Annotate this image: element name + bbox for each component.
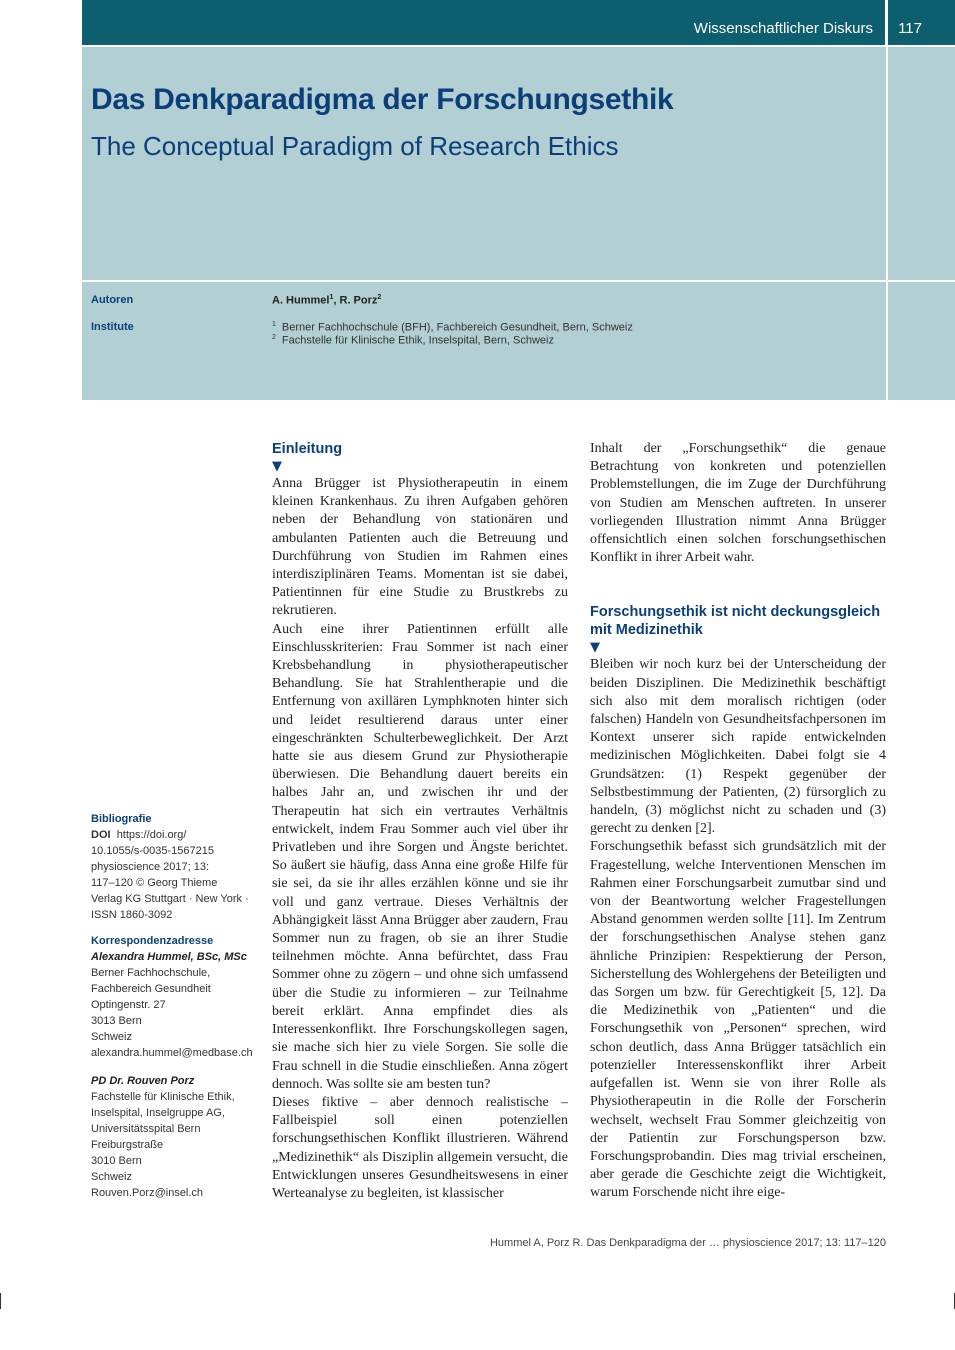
contact-name: Alexandra Hummel, BSc, MSc — [91, 951, 247, 963]
journal-section: Wissenschaftlicher Diskurs — [693, 20, 873, 37]
banner-divider — [885, 0, 888, 45]
section-heading: Einleitung — [272, 441, 343, 457]
address-line: 3013 Bern — [91, 1015, 142, 1027]
institute-item — [272, 334, 554, 347]
address-line: Schweiz — [91, 1171, 132, 1183]
author-panel-right — [888, 282, 955, 400]
section-heading: Forschungsethik ist nicht deckungsgleich mit Medizinethik — [590, 604, 881, 639]
affiliation-mark: 1 — [329, 294, 334, 301]
author-name: R. Porz — [339, 294, 378, 307]
paragraph: Dieses fiktive – aber dennoch realistische – Fallbeispiel soll einen potenziellen forschungsethischen Konflikt illustrieren. Während „Medizinethik“ als Disziplin allgemein versucht, die Entwicklungen unseres Gesundheitswesens in einer Werteanalyse zu begleiten, ist klassischer — [272, 1094, 568, 1201]
institutes-label: Institute — [91, 321, 134, 333]
paragraph: Inhalt der „Forschungsethik“ die genaue Betrachtung von konkreten und potenziellen Problemstellungen, die im Zuge der Durchführung von Studien am Menschen auftreten. In unserer vorliegenden Illustration nimmt Anna Brügger offensichtlich einen solchen forschungsethischen Konflikt in ihrer Arbeit wahr. — [590, 441, 886, 566]
page-number: 117 — [898, 20, 922, 37]
title-panel-right — [888, 47, 955, 280]
contact-name: PD Dr. Rouven Porz — [91, 1075, 195, 1087]
author-separator: , — [333, 294, 340, 307]
email-link[interactable]: Rouven.Porz@insel.ch — [91, 1187, 204, 1199]
institute-name: Fachstelle für Klinische Ethik, Inselspital, Bern, Schweiz — [281, 334, 554, 347]
address-line: Schweiz — [91, 1031, 132, 1043]
article-title: Das Denkparadigma der Forschungsethik — [91, 83, 674, 116]
correspondence-box — [91, 933, 261, 1201]
bibliography-box — [91, 811, 261, 923]
paragraph: Forschungsethik befasst sich grundsätzlich mit der Fragestellung, welche Interventionen Menschen im Rahmen einer Forschungsarbeit zumutbar sind und von der Beantwortung welcher Fragestellungen Abstand genommen werden sollte [11]. Im Zentrum der forschungsethischen Analyse stehen ganz ähnliche Prinzipien: Respektierung der Person, Sicherstellung des Wohlergehens der Beteiligten und das Sorgen um bzw. für Gerechtigkeit [5, 12]. Da die Medizinethik von „Patienten“ und die Forschungsethik von „Personen“ sprechen, wird schon deutlich, dass Anna Brügger tatsächlich ein potenzieller Interessenskonflikt ihrer Arbeit aufgefallen ist. Wenn sie von ihrer Rolle als Physiotherapeutin in die Rolle der Forscherin wechselt, wechselt Frau Sommer gleichzeitig von der Patientin zur Forschungsperson bzw. Forschungsprobandin. Dies mag trivial erscheinen, aber gerade die Geschichte zeigt die Wichtigkeit, warum Forschende nicht ihre eige- — [590, 839, 886, 1201]
email-link[interactable]: alexandra.hummel@medbase.ch — [91, 1047, 253, 1059]
address-line: Inselspital, Inselgruppe AG, — [91, 1107, 225, 1119]
paragraph: Auch eine ihrer Patientinnen erfüllt alle Einschlusskriterien: Frau Sommer ist nach einer Krebsbehandlung in physiotherapeutischer Behandlung. Sie hat Strahlentherapie und die Entfernung von axillären Lymphknoten hinter sich und leidet resultierend daraus unter einer eingeschränkten Schulterbeweglichkeit. Der Arzt hatte sie aus diesem Grund zur Physiotherapie überwiesen. Die Behandlung dauert bereits ein halbes Jahr an, und zwischen ihr und der Therapeutin hat sich ein vertrautes Verhältnis entwickelt, indem Frau Sommer auch viel über ihr Privatleben und ihre Sorgen und Ängste berichtet. So äußert sie häufig, dass Anna eine große Hilfe für sie sei, da sie ihr alles erzählen könne und sie ihr voll und ganz vertraue. Dieses Verhältnis der Abhängigkeit lässt Anna Brügger aber zaudern, Frau Sommer nun zu fragen, ob sie an ihrer Studie teilnehmen möchte. Anna befürchtet, dass Frau Sommer ohne zu zögern – und ohne sich umfassend über die Studie zu informieren – zur Teilnahme bereit erklärt. Anna empfindet dies als Interessenkonflikt. Ihre Forschungskollegen sagen, sie mache sich hier zu viele Sorgen. Sie solle die Frau schnell in die Studie einschließen. Anna zögert dennoch. Was sollte sie am besten tun? — [272, 621, 568, 1092]
address-line: Optingenstr. 27 — [91, 999, 166, 1011]
citation-line: ISSN 1860-3092 — [91, 909, 173, 921]
citation-line: Verlag KG Stuttgart · New York · — [91, 893, 249, 905]
title-panel — [82, 47, 886, 280]
address-line: Fachstelle für Klinische Ethik, — [91, 1091, 235, 1103]
address-line: Fachbereich Gesundheit — [91, 983, 211, 995]
affiliation-mark: 2 — [272, 334, 276, 341]
author-name: A. Hummel — [272, 294, 330, 307]
citation-line: physioscience 2017; 13: — [91, 861, 210, 873]
article-subtitle: The Conceptual Paradigm of Research Ethics — [91, 131, 619, 161]
affiliation-mark: 2 — [377, 294, 382, 301]
paragraph: Anna Brügger ist Physiotherapeutin in einem kleinen Krankenhaus. Zu ihren Aufgaben gehören neben der Behandlung von stationären und ambulanten Patienten auch die Betreuung und Durchführung von Studien im Rahmen eines interdisziplinären Teams. Momentan ist sie dabei, Patientinnen für eine Studie zu Brustkrebs zu rekrutieren. — [272, 476, 568, 619]
bibliography-heading: Bibliografie — [91, 813, 152, 825]
page-footer: Hummel A, Porz R. Das Denkparadigma der … physioscience 2017; 13: 117–120 — [489, 1237, 886, 1249]
institute-name: Berner Fachhochschule (BFH), Fachbereich Gesundheit, Bern, Schweiz — [281, 321, 633, 334]
crop-mark — [0, 1293, 1, 1309]
address-line: Universitätsspital Bern — [91, 1123, 201, 1135]
authors-label: Autoren — [91, 294, 134, 306]
top-banner — [82, 0, 955, 45]
doi-line — [91, 827, 261, 843]
author-list — [272, 294, 381, 307]
body-column-right — [590, 440, 886, 1203]
doi-label: DOI — [91, 829, 111, 841]
institute-item — [272, 321, 633, 334]
body-column-left — [272, 440, 568, 1203]
section-arrow-icon: ▼ — [590, 640, 600, 656]
section-arrow-icon: ▼ — [272, 459, 282, 474]
affiliation-mark: 1 — [272, 321, 276, 328]
address-line: 3010 Bern — [91, 1155, 142, 1167]
doi-link[interactable]: https://doi.org/ — [116, 829, 187, 841]
paragraph: Bleiben wir noch kurz bei der Unterscheidung der beiden Disziplinen. Die Medizinethik beschäftigt sich also mit dem moralisch richtigen (oder falschen) Handeln von Gesundheitsfachpersonen im Kontext unserer sich rapide entwickelnden medizinischen Möglichkeiten. Dabei folgt sie 4 Grundsätzen: (1) Respekt gegenüber der Selbstbestimmung der Patienten, (2) fürsorglich zu handeln, (3) möglichst nicht zu schaden und (3) gerecht zu denken [2]. — [590, 657, 886, 837]
correspondence-heading: Korrespondenzadresse — [91, 935, 214, 947]
citation-line: 117–120 © Georg Thieme — [91, 877, 218, 889]
address-line: Berner Fachhochschule, — [91, 967, 211, 979]
doi-link-cont[interactable]: 10.1055/s-0035-1567215 — [91, 845, 214, 857]
address-line: Freiburgstraße — [91, 1139, 164, 1151]
